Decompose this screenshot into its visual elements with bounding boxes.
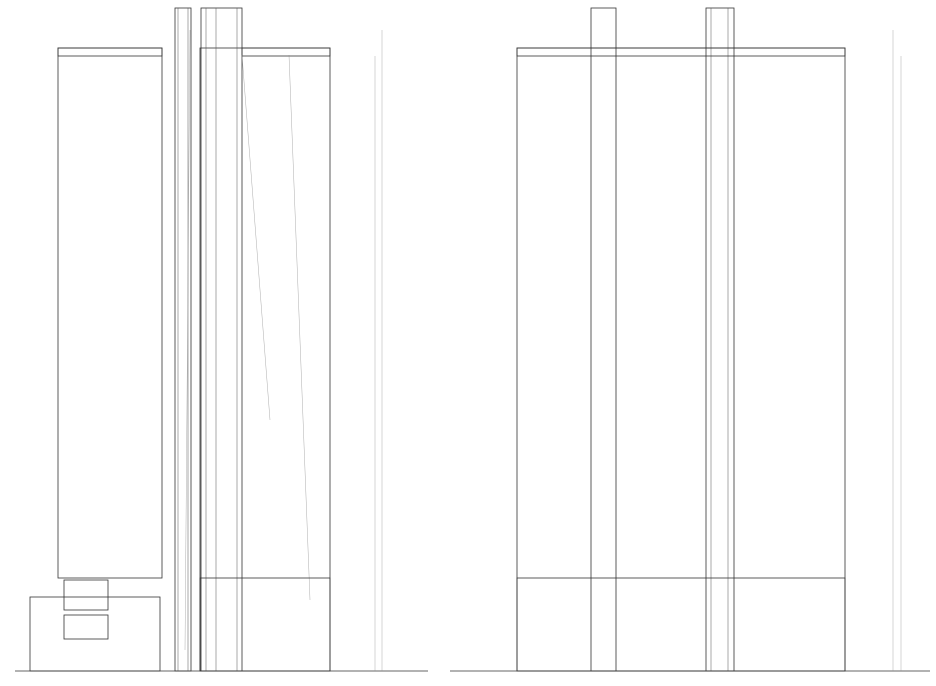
right-building-elevation xyxy=(450,8,930,671)
left-building-elevation xyxy=(15,8,428,671)
